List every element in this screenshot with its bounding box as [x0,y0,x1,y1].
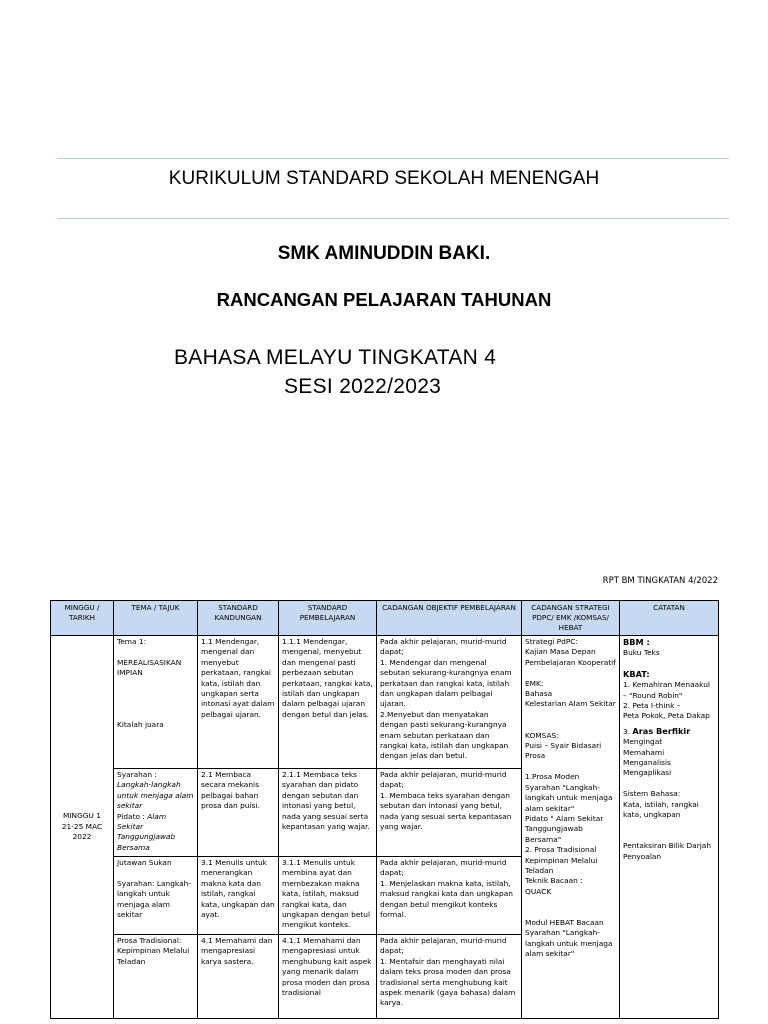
sk-cell [198,857,279,935]
sp-cell [279,769,377,857]
sk-cell [198,636,279,769]
sp-text: 4.1.1 Memahami dan mengapresiasi untuk menghubung kait aspek yang menarik dalam prosa moden dan prosa tradisional [282,936,372,998]
sp-cell [279,857,377,935]
sk-text: 1.1 Mendengar, mengenal dan menyebut perkataan, rangkai kata, istilah dan ungkapan serta intonasi ayat dalam pelbagai ujaran. [201,637,275,719]
objektif-text: Pada akhir pelajaran, murid-murid dapat; 1. Mendengar dan mengenal sebutan sekurang-kurangnya enam perkataan dan rangkai kata, istilah dan ungkapan dalam pelbagai ujaran. 2.Menyebut dan menyatakan dengan pasti sekurang-kurangnya enam sebutan perkataan dan rangkai kata, istilah dan ungkapan dengan jelas dan betul. [380,637,512,761]
col-header-strategi: CADANGAN STRATEGI PDPC/ EMK /KOMSAS/ HEBAT [522,601,620,636]
objektif-cell [377,769,522,857]
aras-text: Mengingat Memahami Menganalisis Mengaplikasi Sistem Bahasa: Kata, istilah, rangkai kata, ungkapan Pentaksiran Bilik Darjah Penyoalan [623,737,712,861]
sp-text: 3.1.1 Menulis untuk membina ayat dan membezakan makna kata, istilah, maksud rangkai kata, dan ungkapan dengan betul mengikut konteks. [282,858,371,930]
objektif-cell [377,857,522,935]
col-header-standard-pembelajaran: STANDARD PEMBELAJARAN [279,601,377,636]
sk-cell [198,769,279,857]
aras-number: 3. [623,726,631,736]
aras-label: Aras Berfikir [632,725,691,736]
document-code: RPT BM TINGKATAN 4/2022 [602,576,718,586]
strategi-text: Strategi PdPC: Kajian Masa Depan Pembelajaran Kooperatif EMK: Bahasa Kelestarian Alam Sekitar KOMSAS: Puisi – Syair Bidasari Prosa 1.Prosa Moden Syarahan "Langkah-langkah untuk menjaga alam sekitar" Pidato " Alam Sekitar Tanggungjawab Bersama" 2. Prosa Tradisional Kepimpinan Melalui Teladan Teknik Bacaan : QUACK Modul HEBAT Bacaan Syarahan "Langkah-langkah untuk menjaga alam sekitar" [525,637,616,959]
sp-text: 2.1.1 Membaca teks syarahan dan pidato dengan sebutan dan intonasi yang betul, nada yang sesuai serta kepantasan yang wajar. [282,770,370,832]
tema-text: Prosa Tradisional: Kepimpinan Melalui Teladan [117,936,190,966]
col-header-objektif: CADANGAN OBJEKTIF PEMBELAJARAN [377,601,522,636]
catatan-cell [620,636,719,1019]
rpt-title: RANCANGAN PELAJARAN TAHUNAN [216,289,552,310]
kbat-text: 1. Kemahiran Menaakul – "Round Robin" 2. Peta I-think – Peta Pokok, Peta Dakap [623,680,710,721]
objektif-text: Pada akhir pelajaran, murid-murid dapat; 1. Membaca teks syarahan dengan sebutan dan intonasi yang betul, nada yang sesuai serta kepantasan yang wajar. [380,770,512,832]
subject-title: BAHASA MELAYU TINGKATAN 4 [174,346,497,369]
rpt-table [50,600,719,1019]
col-header-tema: TEMA / TAJUK [114,601,198,636]
col-header-minggu: MINGGU / TARIKH [51,601,114,636]
kurikulum-title: KURIKULUM STANDARD SEKOLAH MENENGAH [168,168,600,189]
tema-cell [114,769,198,857]
tema-cell [114,935,198,1019]
tema-italic-text: Alam Sekitar Tanggungjawab Bersama [117,811,176,852]
tema-text: Jutawan Sukan Syarahan: Langkah-langkah untuk menjaga alam sekitar [117,858,191,920]
school-name: SMK AMINUDDIN BAKI. [277,243,491,264]
col-header-standard-kandungan: STANDARD KANDUNGAN [198,601,279,636]
objektif-cell [377,935,522,1019]
col-header-catatan: CATATAN [620,601,719,636]
tema-label: Syarahan : [117,770,157,779]
kbat-label: KBAT: [623,668,650,679]
objektif-text: Pada akhir pelajaran, murid-murid dapat; 1. Menjelaskan makna kata, istilah, maksud rangkai kata dan ungkapan dengan betul mengikut konteks formal. [380,858,513,920]
bbm-label: BBM : [623,637,650,647]
bbm-text: Buku Teks [623,648,660,658]
sk-text: 2.1 Membaca secara mekanis pelbagai bahan prosa dan puisi. [201,770,260,811]
bottom-rule [57,218,729,219]
sp-cell [279,636,377,769]
table-row [51,636,719,769]
tema-label: Pidato : [117,811,145,821]
objektif-cell [377,636,522,769]
tema-cell [114,636,198,769]
tema-italic-text: Langkah-langkah untuk menjaga alam sekitar [117,780,194,811]
sk-cell [198,935,279,1019]
minggu-cell [51,636,114,1019]
table-header-row [51,601,719,636]
tema-text: Tema 1: MEREALISASIKAN IMPIAN Kitalah juara [117,637,182,730]
sp-text: 1.1.1 Mendengar, mengenal, menyebut dan mengenal pasti perbezaan sebutan perkataan, rangkai kata, istilah dan ungkapan dalam pelbagai ujaran dengan betul dan jelas. [282,637,373,719]
minggu-text: MINGGU 1 21-25 MAC 2022 [61,811,103,842]
tema-cell [114,857,198,935]
objektif-text: Pada akhir pelajaran, murid-murid dapat; 1. Mentafsir dan menghayati nilai dalam teks prosa moden dan prosa tradisional serta menghubung kait aspek menarik (gaya bahasa) dalam karya. [380,936,516,1008]
sk-text: 4.1 Memahami dan mengapresiasi karya sastera. [201,936,273,966]
sp-cell [279,935,377,1019]
sk-text: 3.1 Menulis untuk menerangkan makna kata dan istilah, rangkai kata, ungkapan dan ayat. [201,858,275,920]
session-title: SESI 2022/2023 [284,375,442,398]
top-rule [57,158,729,159]
strategi-cell [522,636,620,1019]
